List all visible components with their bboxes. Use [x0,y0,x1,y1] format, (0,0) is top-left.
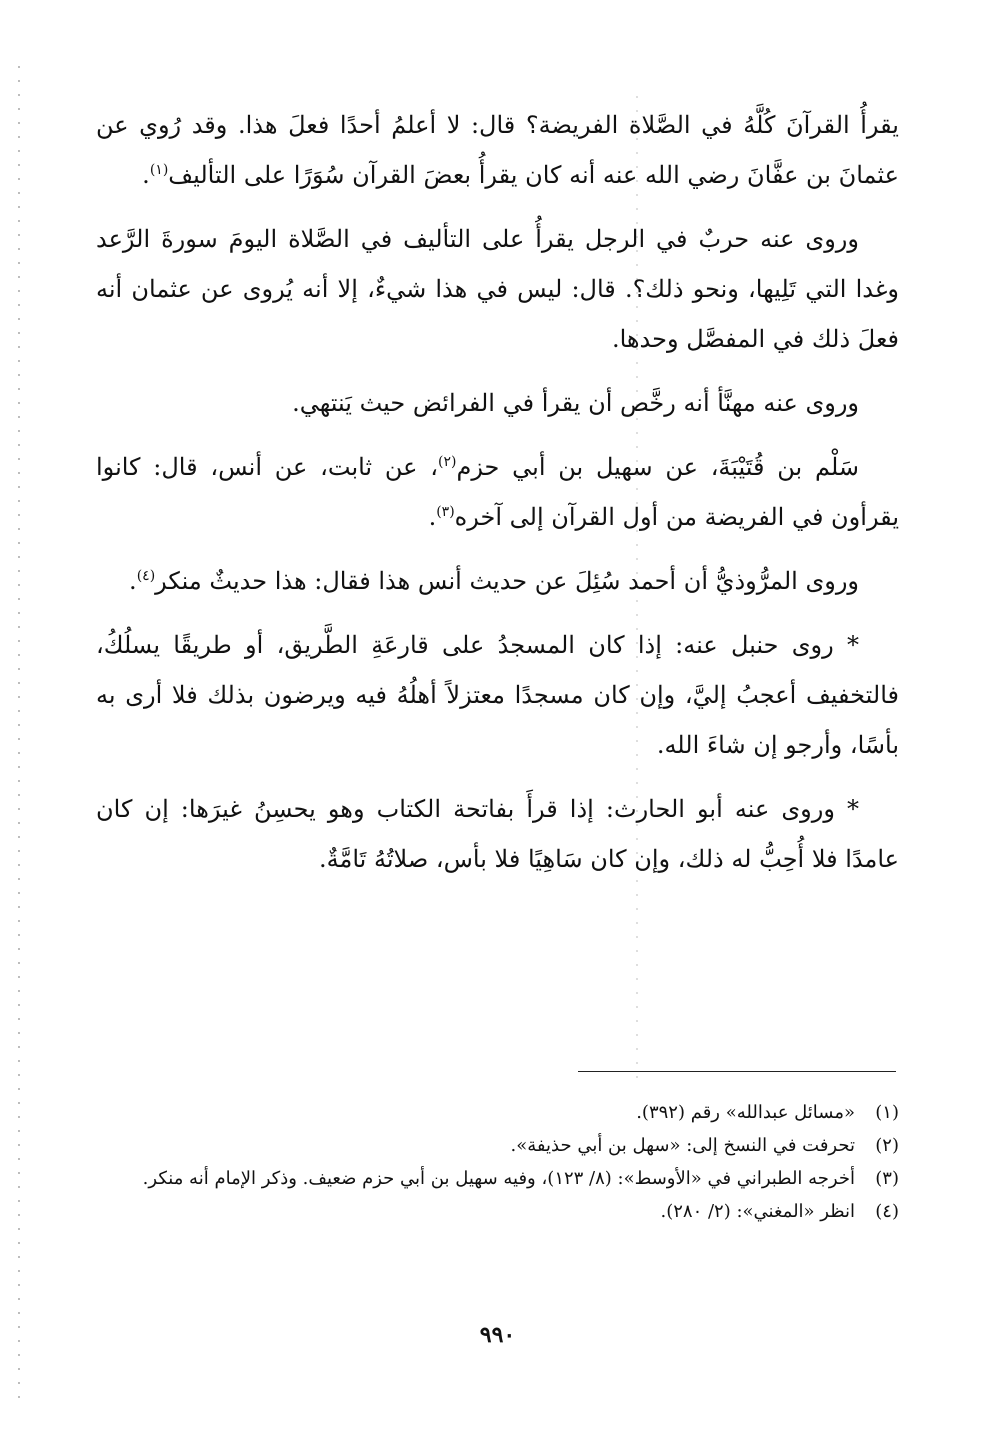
footnote-2 [96,1129,899,1162]
footnote-ref-3[interactable]: (٣) [436,504,455,520]
footnote-1 [96,1096,899,1129]
paragraph-7 [96,784,899,884]
paragraph-4 [96,442,899,542]
paragraph-5-after: . [129,567,137,595]
footnote-4-number: (٤) [875,1201,899,1222]
paragraph-1-line-1: يقرأُ القرآنَ كُلَّهُ في الصَّلاة الفريضة؟ قال: لا أعلمُ أحدًا فعلَ هذا. [237,111,899,139]
paragraph-4-before: سَلْم بن قُتَيْبَةَ، عن سهيل بن أبي حزم [456,453,860,481]
paragraph-6-text: * روى حنبل عنه: إذا كان المسجدُ على قارعَةِ الطَّريق، أو طريقًا يسلُكُ، فالتخفيف أعجبُ إليَّ، وإن كان مسجدًا معتزلاً أهلُهُ فيه ويرضون بذلك فلا أرى به بأسًا، وأرجو إن شاءَ الله. [96,631,899,759]
paragraph-1-line-3: سُوَرًا على التأليف [168,161,345,189]
paragraph-3-text: وروى عنه مهنَّأ أنه رخَّص أن يقرأ في الفرائض حيث يَنتهي. [292,389,859,417]
footnotes-section [96,1096,899,1228]
scan-artifact-left [18,60,20,1407]
paragraph-2-text: وروى عنه حربٌ في الرجل يقرأُ على التأليف في الصَّلاة اليومَ سورةَ الرَّعد وغدا التي تَلِيها، ونحو ذلك؟. قال: ليس في هذا شيءٌ، إلا أنه يُروى عن عثمان أنه فعلَ ذلك في المفصَّل وحدها. [96,225,900,353]
paragraph-4-middle: ، عن ثابت، عن أنس، قال: كانوا يقرأون في الفريضة من أول القرآن إلى آخره [96,453,899,531]
paragraph-5 [96,556,899,606]
paragraph-5-before: وروى المرُّوذيُّ أن أحمد سُئِلَ عن حديث أنس هذا فقال: هذا حديثٌ منكر [155,567,859,595]
paragraph-4-after: . [428,503,437,531]
footnote-3-number: (٣) [875,1168,899,1189]
paragraph-3 [96,378,899,428]
footnote-1-number: (١) [875,1102,899,1123]
paragraph-1-end: . [142,161,150,189]
footnote-4-text: انظر «المغني»: (٢/ ٢٨٠). [660,1201,855,1222]
footnote-2-number: (٢) [875,1135,899,1156]
paragraph-1 [96,100,899,200]
paragraph-6 [96,620,899,770]
footnote-1-text: «مسائل عبدالله» رقم (٣٩٢). [636,1102,855,1123]
footnote-4 [96,1195,899,1228]
paragraph-2 [96,214,899,364]
footnote-3 [96,1162,899,1195]
footnote-ref-2[interactable]: (٢) [437,454,457,470]
footnote-ref-4[interactable]: (٤) [136,568,156,584]
footnote-3-text: أخرجه الطبراني في «الأوسط»: (٨/ ١٢٣)، وفيه سهيل بن أبي حزم ضعيف. وذكر الإمام أنه منكر. [142,1168,855,1189]
paragraph-1-line-2: وقد رُوي عن عثمانَ بن عفَّانَ رضي الله عنه أنه كان يقرأُ بعضَ القرآن [96,111,899,189]
main-text-body [96,100,899,898]
footnote-2-text: تحرفت في النسخ إلى: «سهل بن أبي حذيفة». [510,1135,855,1156]
footnote-ref-1[interactable]: (١) [149,162,169,178]
page-number: ٩٩٠ [479,1322,516,1348]
paragraph-7-text: * وروى عنه أبو الحارث: إذا قرأَ بفاتحة الكتاب وهو يحسِنُ غيرَها: إن كان عامدًا فلا أُحِبُّ له ذلك، وإن كان سَاهِيًا فلا بأس، صلاتُهُ تَامَّةٌ. [96,795,899,873]
footnote-divider [578,1071,896,1072]
